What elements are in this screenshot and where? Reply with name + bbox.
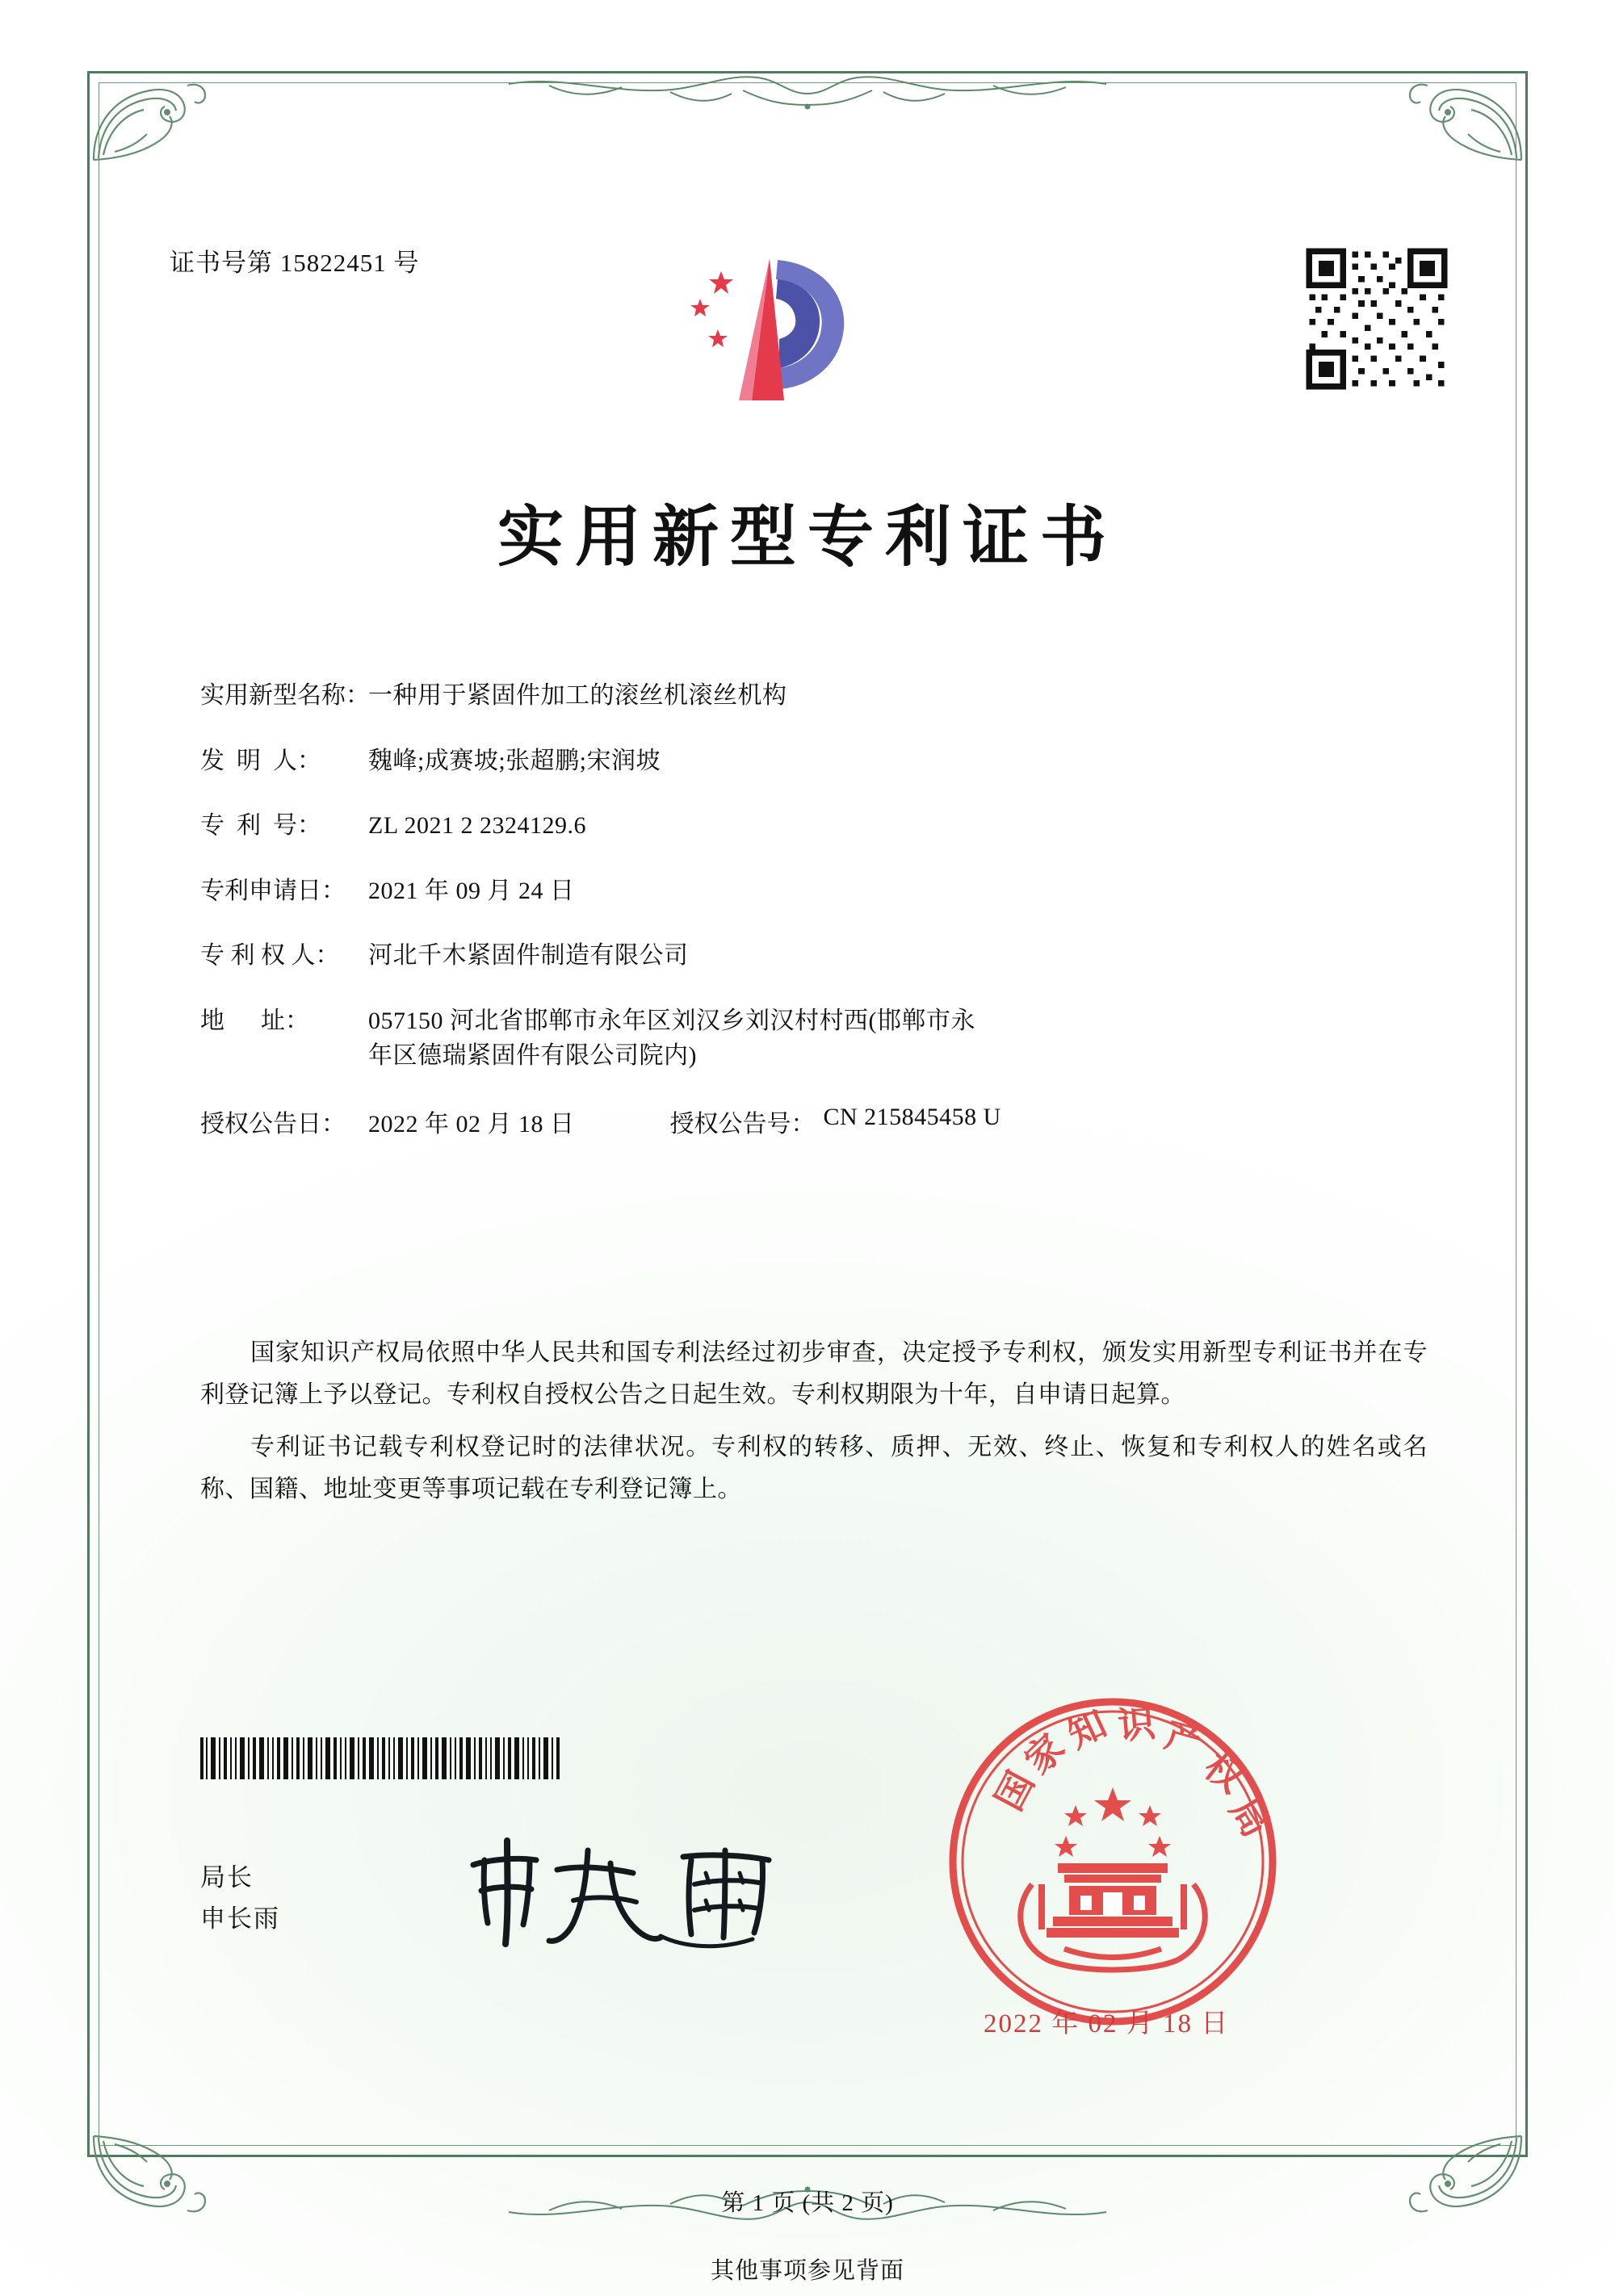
patent-office-emblem-icon <box>682 242 892 420</box>
director-name-label: 申长雨 <box>200 1904 280 1934</box>
field-patentee <box>200 938 1428 974</box>
svg-text:国: 国 <box>987 1764 1043 1818</box>
field-label: 发 明 人： <box>200 747 321 774</box>
barcode-icon <box>200 1737 604 1779</box>
field-application-date <box>200 874 1428 909</box>
field-value: 2021 年 09 月 24 日 <box>368 877 575 904</box>
field-value: 2022 年 02 月 18 日 <box>368 1110 575 1138</box>
page-title: 实用新型专利证书 <box>497 498 1118 576</box>
page-indicator: 第 1 页 (共 2 页) <box>721 2190 894 2216</box>
svg-text:产: 产 <box>1160 1712 1209 1765</box>
field-value: 一种用于紧固件加工的滚丝机滚丝机构 <box>368 682 787 709</box>
top-center-flourish-icon <box>501 69 1114 118</box>
legal-paragraph-1: 国家知识产权局依照中华人民共和国专利法经过初步审查，决定授予专利权，颁发实用新型专利证书并在专利登记簿上予以登记。专利权自授权公告之日起生效。专利权期限为十年，自申请日起算。 <box>200 1339 1428 1408</box>
field-value: 河北千木紧固件制造有限公司 <box>368 942 689 969</box>
official-seal <box>943 1692 1282 2031</box>
field-value <box>368 1003 1428 1074</box>
corner-flourish-top-left-icon <box>90 74 212 163</box>
field-label: 专利申请日： <box>200 877 346 904</box>
svg-text:家: 家 <box>1016 1725 1073 1783</box>
field-label: 授权公告号： <box>669 1110 816 1138</box>
field-address-line2: 年区德瑞紧固件有限公司院内) <box>368 1042 697 1069</box>
field-address <box>200 1003 1428 1074</box>
field-label: 实用新型名称： <box>200 682 370 709</box>
director-handwritten-signature-icon <box>452 1833 791 1954</box>
svg-text:权: 权 <box>1196 1744 1252 1801</box>
field-grant-date <box>200 1104 575 1139</box>
field-grant-row <box>200 1104 1428 1139</box>
legal-statement <box>200 1332 1428 1521</box>
field-utility-model-name <box>200 678 1428 714</box>
field-value: ZL 2021 2 2324129.6 <box>368 812 587 839</box>
certificate-fields <box>200 678 1428 1139</box>
certificate-number: 证书号第 15822451 号 <box>170 249 420 277</box>
field-label: 专 利 权 人： <box>200 942 340 969</box>
field-patent-number <box>200 808 1428 844</box>
field-grant-number <box>670 1104 1001 1139</box>
director-role-label: 局长 <box>200 1863 254 1892</box>
field-value: CN 215845458 U <box>823 1103 1001 1130</box>
svg-text:局: 局 <box>1221 1790 1278 1845</box>
field-label: 专 利 号： <box>200 812 321 839</box>
svg-text:知: 知 <box>1060 1701 1114 1757</box>
svg-text:识: 识 <box>1116 1701 1157 1748</box>
field-address-line1: 057150 河北省邯郸市永年区刘汉乡刘汉村村西(邯郸市永 <box>368 1007 975 1034</box>
seal-date: 2022 年 02 月 18 日 <box>984 2009 1230 2038</box>
signature-labels <box>200 1857 280 1939</box>
back-side-note: 其他事项参见背面 <box>710 2258 904 2284</box>
qr-code-icon <box>1300 242 1454 396</box>
field-label: 地 址： <box>200 1007 309 1034</box>
field-inventors <box>200 744 1428 779</box>
field-label: 授权公告日： <box>200 1110 346 1138</box>
field-value: 魏峰;成赛坡;张超鹏;宋润坡 <box>368 747 661 774</box>
legal-paragraph-2: 专利证书记载专利权登记时的法律状况。专利权的转移、质押、无效、终止、恢复和专利权人的姓名或名称、国籍、地址变更等事项记载在专利登记簿上。 <box>200 1434 1428 1502</box>
corner-flourish-top-right-icon <box>1403 74 1525 163</box>
